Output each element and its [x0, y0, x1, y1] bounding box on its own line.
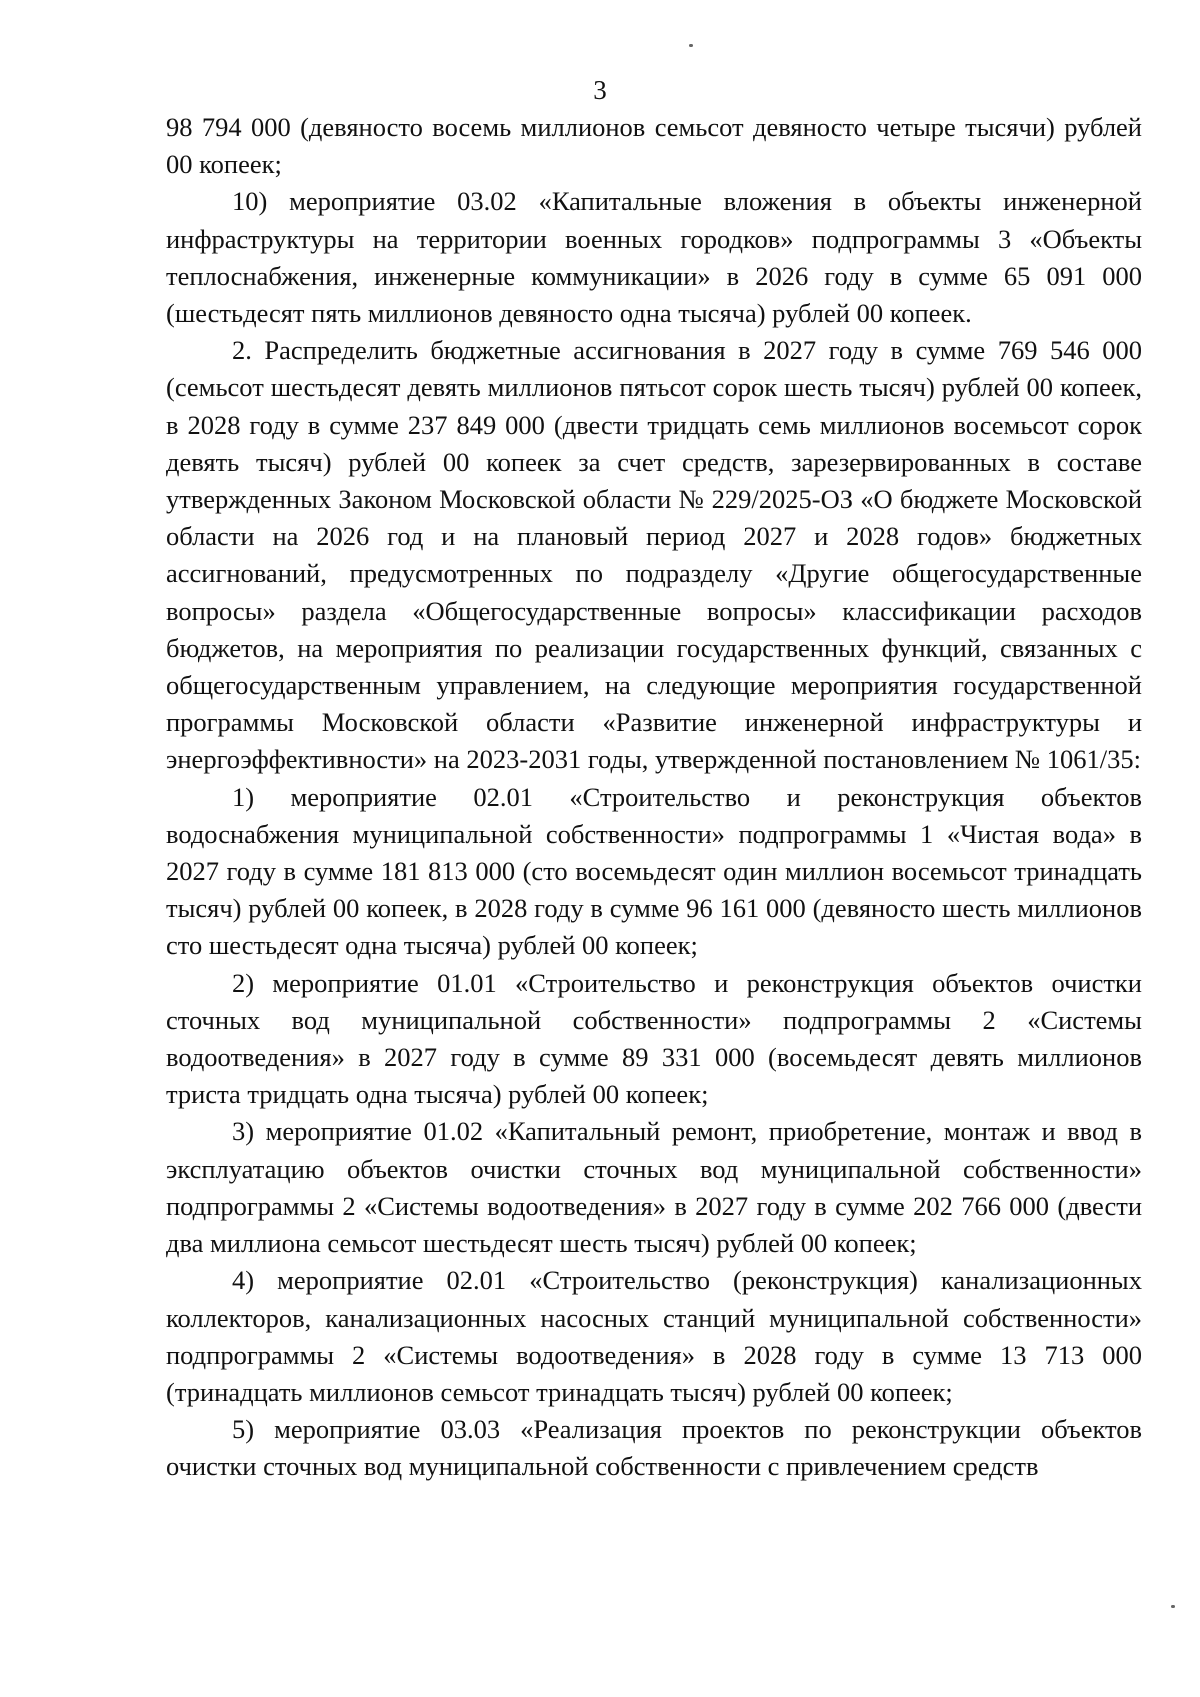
scan-speck	[1171, 1605, 1175, 1608]
paragraph-item-3: 3) мероприятие 01.02 «Капитальный ремонт, приобретение, монтаж и ввод в эксплуатацию объектов очистки сточных вод муниципальной собственности» подпрограммы 2 «Системы водоотведения» в 2027 году в сумме 202 766 000 (двести два миллиона семьсот шестьдесят шесть тысяч) рублей 00 копеек;	[166, 1116, 1142, 1259]
paragraph-item-5: 5) мероприятие 03.03 «Реализация проектов по реконструкции объектов очистки сточных вод муниципальной собственности с привлечением средств	[166, 1414, 1142, 1482]
paragraph-continuation: 98 794 000 (девяносто восемь миллионов семьсот девяносто четыре тысячи) рублей 00 копеек;	[166, 112, 1142, 180]
scan-speck	[689, 44, 693, 47]
paragraph-item-2: 2) мероприятие 01.01 «Строительство и реконструкция объектов очистки сточных вод муниципальной собственности» подпрограммы 2 «Системы водоотведения» в 2027 году в сумме 89 331 000 (восемьдесят девять миллионов триста тридцать одна тысяча) рублей 00 копеек;	[166, 967, 1142, 1110]
paragraph-item-1: 1) мероприятие 02.01 «Строительство и реконструкция объектов водоснабжения муниципальной собственности» подпрограммы 1 «Чистая вода» в 2027 году в сумме 181 813 000 (сто восемьдесят один миллион восемьсот тринадцать тысяч) рублей 00 копеек, в 2028 году в сумме 96 161 000 (девяносто шесть миллионов сто шестьдесят одна тысяча) рублей 00 копеек;	[166, 781, 1142, 961]
paragraph-item-10: 10) мероприятие 03.02 «Капитальные вложения в объекты инженерной инфраструктуры на территории военных городков» подпрограммы 3 «Объекты теплоснабжения, инженерные коммуникации» в 2026 году в сумме 65 091 000 (шестьдесят пять миллионов девяносто одна тысяча) рублей 00 копеек.	[166, 186, 1142, 329]
page-number: 3	[593, 75, 607, 105]
document-body	[166, 109, 1142, 1486]
paragraph-section-2: 2. Распределить бюджетные ассигнования в 2027 году в сумме 769 546 000 (семьсот шестьдесят девять миллионов пятьсот сорок шесть тысяч) рублей 00 копеек, в 2028 году в сумме 237 849 000 (двести тридцать семь миллионов восемьсот сорок девять тысяч) рублей 00 копеек за счет средств, зарезервированных в составе утвержденных Законом Московской области № 229/2025-ОЗ «О бюджете Московской области на 2026 год и на плановый период 2027 и 2028 годов» бюджетных ассигнований, предусмотренных по подразделу «Другие общегосударственные вопросы» раздела «Общегосударственные вопросы» классификации расходов бюджетов, на мероприятия по реализации государственных функций, связанных с общегосударственным управлением, на следующие мероприятия государственной программы Московской области «Развитие инженерной инфраструктуры и энергоэффективности» на 2023-2031 годы, утвержденной постановлением № 1061/35:	[166, 335, 1142, 775]
paragraph-item-4: 4) мероприятие 02.01 «Строительство (реконструкция) канализационных коллекторов, канализационных насосных станций муниципальной собственности» подпрограммы 2 «Системы водоотведения» в 2028 году в сумме 13 713 000 (тринадцать миллионов семьсот тринадцать тысяч) рублей 00 копеек;	[166, 1265, 1142, 1407]
